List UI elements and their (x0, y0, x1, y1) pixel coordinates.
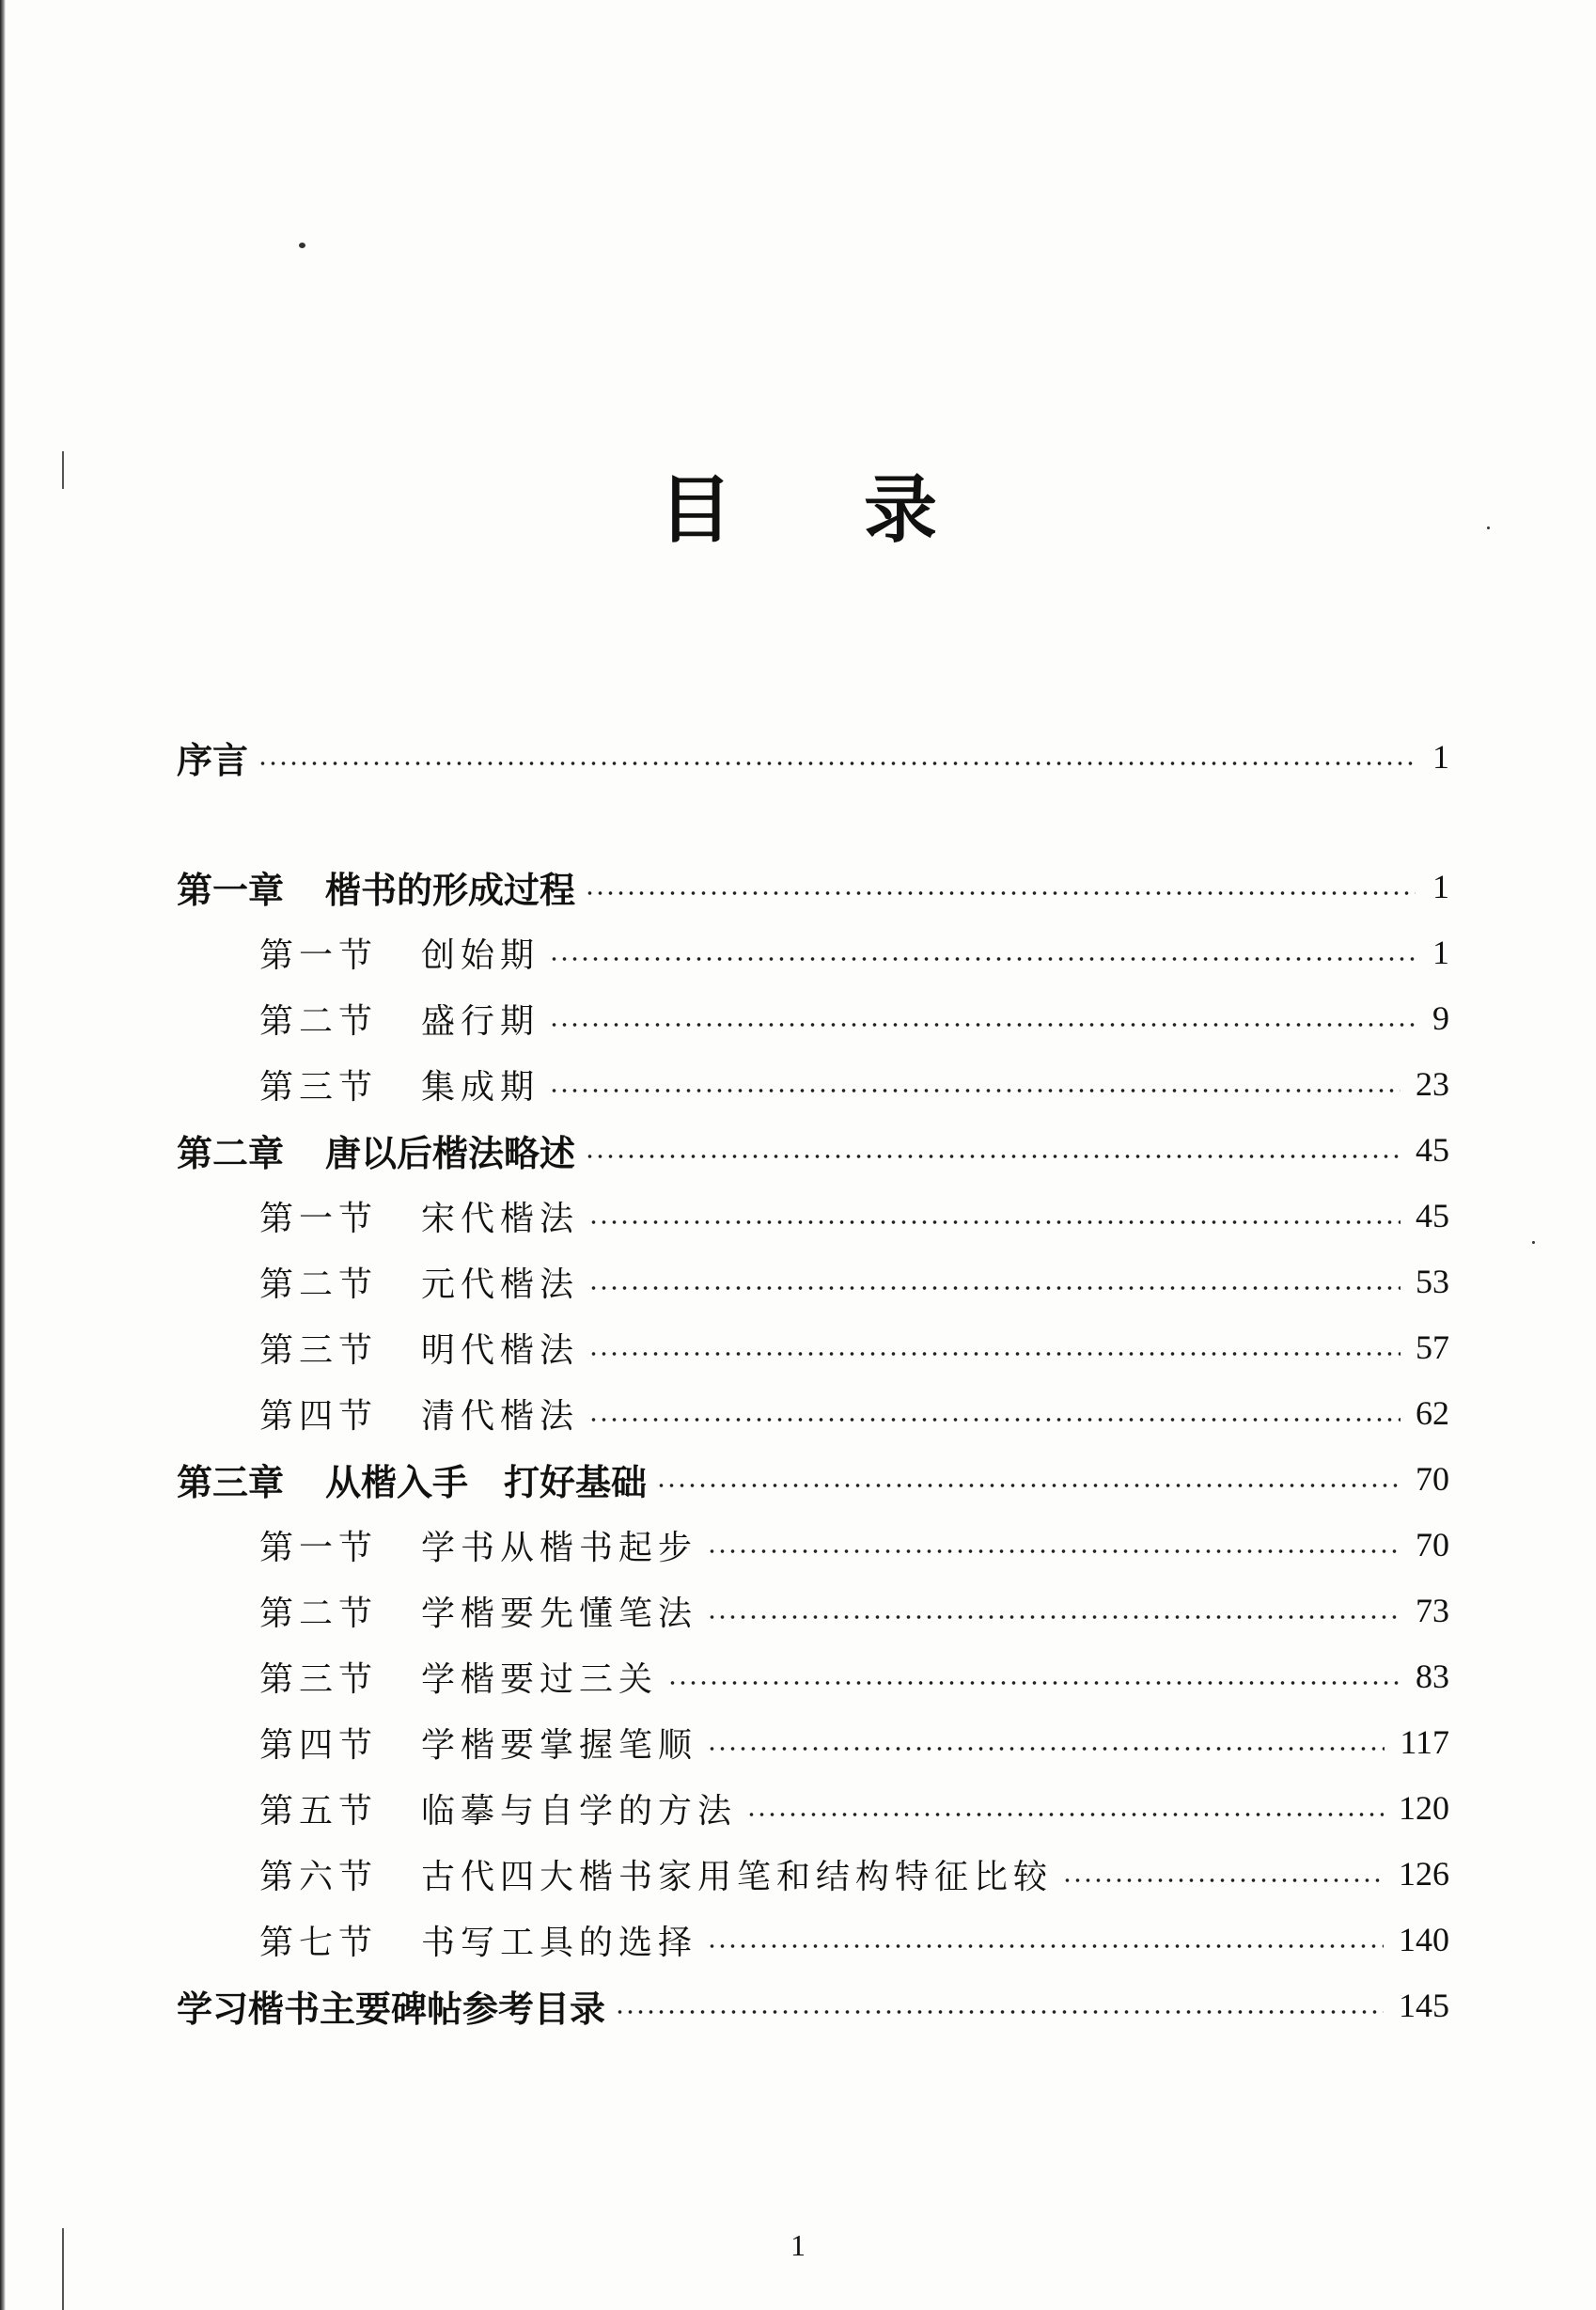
toc-entry-label (259, 1390, 579, 1438)
toc-entry-title: 明代楷法 (421, 1330, 580, 1370)
toc-entry-page: 140 (1399, 1921, 1449, 1958)
toc-entry-page: 1 (1432, 738, 1449, 776)
dot-leader (585, 891, 1416, 895)
toc-entry-number: 第一节 (259, 935, 379, 975)
toc-entry-page: 62 (1416, 1394, 1449, 1432)
toc-entry-page: 117 (1400, 1723, 1449, 1761)
toc-entry-number: 第四节 (259, 1725, 379, 1765)
toc-entry-number: 第三节 (259, 1067, 379, 1107)
toc-entry-label (259, 1258, 579, 1306)
toc-section-entry[interactable] (177, 1648, 1449, 1705)
toc-entry-page: 73 (1416, 1592, 1449, 1629)
toc-section-entry[interactable] (177, 990, 1449, 1046)
toc-entry-page: 23 (1416, 1065, 1449, 1103)
toc-entry-number: 第二节 (259, 1265, 379, 1304)
toc-entry-number: 第一节 (259, 1528, 379, 1567)
toc-entry-number: 第二节 (259, 1594, 379, 1633)
toc-entry-page: 57 (1416, 1328, 1449, 1366)
toc-entry-number: 第三节 (259, 1659, 379, 1699)
toc-entry-label: 序言 (177, 739, 249, 781)
toc-entry-title: 盛行期 (421, 1001, 540, 1041)
dot-leader (588, 1220, 1400, 1224)
toc-entry-number: 第二章 (177, 1132, 285, 1174)
toc-entry-title: 集成期 (421, 1067, 540, 1107)
toc-entry-title: 从楷入手 打好基础 (325, 1461, 648, 1503)
toc-section-entry[interactable] (177, 1582, 1449, 1639)
toc-entry-title: 学楷要过三关 (421, 1659, 659, 1699)
dot-leader (707, 1549, 1400, 1553)
toc-entry-number: 第六节 (259, 1857, 379, 1896)
toc-entry-page: 53 (1416, 1263, 1449, 1300)
dot-leader (585, 1155, 1400, 1158)
dot-leader (1062, 1878, 1384, 1882)
toc-section-entry[interactable] (177, 1846, 1449, 1902)
dot-leader (656, 1484, 1400, 1487)
toc-entry-label: 学习楷书主要碑帖参考目录 (177, 1988, 606, 2030)
toc-entry-title: 临摹与自学的方法 (421, 1791, 738, 1831)
dot-leader (549, 1089, 1400, 1092)
toc-entry-label (259, 1587, 697, 1635)
toc-entry-number: 第一节 (259, 1199, 379, 1238)
toc-entry-page: 45 (1416, 1197, 1449, 1234)
toc-chapter-entry[interactable] (177, 1122, 1449, 1178)
toc-entry-page: 70 (1416, 1526, 1449, 1564)
toc-entry-label (259, 1850, 1053, 1898)
toc-entry-title: 宋代楷法 (421, 1199, 580, 1238)
toc-entry-label (177, 861, 575, 913)
page-edge-shadow (0, 0, 6, 2310)
dot-leader (588, 1418, 1400, 1422)
toc-entry-label (177, 1454, 647, 1505)
toc-entry-page: 83 (1416, 1658, 1449, 1695)
toc-entry-title: 唐以后楷法略述 (325, 1132, 576, 1174)
toc-entry-number: 第四节 (259, 1396, 379, 1436)
page-title (0, 451, 1596, 557)
toc-section-entry[interactable] (177, 1385, 1449, 1441)
scan-speck (299, 243, 305, 248)
toc-entry-page: 145 (1399, 1987, 1449, 2024)
dot-leader (707, 1747, 1385, 1751)
dot-leader (258, 762, 1416, 765)
dot-leader (549, 1023, 1416, 1027)
toc-entry-label (259, 1061, 540, 1108)
toc-section-entry[interactable] (177, 1253, 1449, 1310)
toc-entry-page: 45 (1416, 1131, 1449, 1169)
dot-leader (707, 1944, 1384, 1948)
toc-section-entry[interactable] (177, 1187, 1449, 1244)
dot-leader (549, 957, 1416, 961)
toc-entry-label (259, 995, 540, 1043)
title-char-2: 录 (864, 468, 938, 553)
title-char-1: 目 (658, 468, 732, 553)
dot-leader (615, 2010, 1384, 2014)
dot-leader (746, 1813, 1384, 1816)
toc-chapter-entry[interactable] (177, 858, 1449, 915)
toc-entry-number: 第三章 (177, 1461, 285, 1503)
toc-section-entry[interactable] (177, 1056, 1449, 1112)
toc-entry-title: 元代楷法 (421, 1265, 580, 1304)
toc-section-entry[interactable] (177, 1319, 1449, 1375)
toc-entry-page: 1 (1432, 934, 1449, 971)
dot-leader (588, 1352, 1400, 1356)
toc-entry-page: 120 (1399, 1789, 1449, 1827)
toc-section-entry[interactable] (177, 1911, 1449, 1968)
scan-speck (1532, 1241, 1535, 1244)
dot-leader (588, 1286, 1400, 1290)
toc-entry-label (259, 1719, 697, 1767)
toc-entry-number: 第一章 (177, 869, 285, 911)
toc-chapter-entry[interactable] (177, 729, 1449, 785)
toc-entry-label (177, 1124, 575, 1176)
toc-entry-label (259, 1916, 697, 1964)
toc-entry-title: 学书从楷书起步 (421, 1528, 698, 1567)
toc-entry-label (259, 1324, 579, 1372)
toc-entry-page: 1 (1432, 868, 1449, 905)
toc-entry-page: 126 (1399, 1855, 1449, 1893)
toc-chapter-entry[interactable] (177, 1977, 1449, 2034)
toc-entry-number: 第七节 (259, 1923, 379, 1962)
toc-entry-label (259, 1653, 658, 1701)
toc-entry-title: 清代楷法 (421, 1396, 580, 1436)
page-number: 1 (790, 2228, 806, 2262)
toc-entry-title: 书写工具的选择 (421, 1923, 698, 1962)
dot-leader (707, 1615, 1400, 1619)
toc-entry-label (259, 1192, 579, 1240)
toc-entry-page: 70 (1416, 1460, 1449, 1498)
toc-chapter-entry[interactable] (177, 1451, 1449, 1507)
toc-entry-title: 古代四大楷书家用笔和结构特征比较 (421, 1857, 1054, 1896)
toc-entry-title: 学楷要先懂笔法 (421, 1594, 698, 1633)
toc-entry-title: 学楷要掌握笔顺 (421, 1725, 698, 1765)
toc-section-entry[interactable] (177, 1780, 1449, 1836)
toc-entry-number: 第三节 (259, 1330, 379, 1370)
toc-section-entry[interactable] (177, 924, 1449, 981)
toc-entry-number: 第二节 (259, 1001, 379, 1041)
toc-entry-label (259, 1784, 737, 1832)
toc-entry-page: 9 (1432, 999, 1449, 1037)
toc-entry-title: 创始期 (421, 935, 540, 975)
toc-entry-title: 楷书的形成过程 (325, 869, 576, 911)
dot-leader (667, 1681, 1400, 1685)
toc-entry-label (259, 1521, 697, 1569)
toc-section-entry[interactable] (177, 1714, 1449, 1770)
toc-entry-label (259, 929, 540, 977)
toc-entry-number: 第五节 (259, 1791, 379, 1831)
toc-section-entry[interactable] (177, 1516, 1449, 1573)
